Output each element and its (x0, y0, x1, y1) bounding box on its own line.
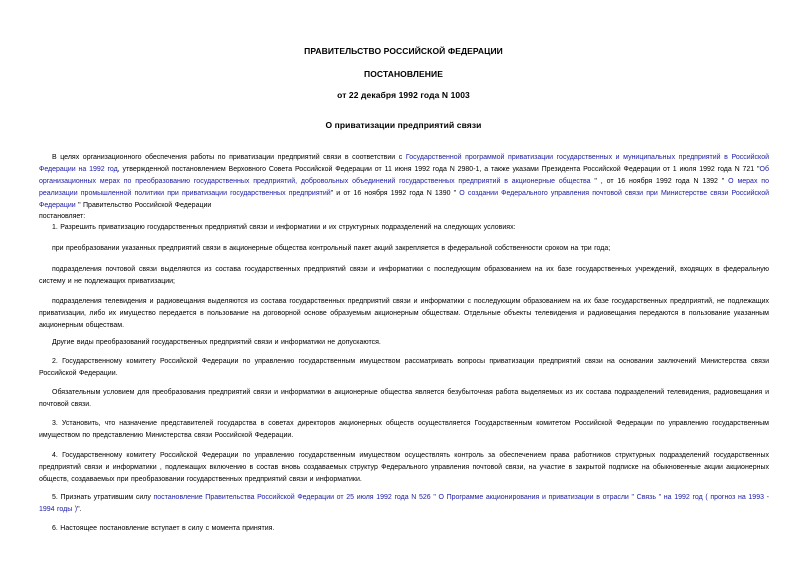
preamble-text-4: " и от 16 ноября 1992 года N 1390 " (330, 190, 460, 197)
item-6-paragraph: 6. Настоящее постановление вступает в силу с момента принятия. (52, 525, 275, 532)
government-heading: ПРАВИТЕЛЬСТВО РОССИЙСКОЙ ФЕДЕРАЦИИ (304, 46, 503, 56)
item-1-restriction: Другие виды преобразований государственных предприятий связи и информатики не допускаются. (52, 339, 381, 346)
item-2-condition: Обязательным условием для преобразования предприятий связи и информатики в акционерные общества является безубыточная работа выделяемых из их состава подразделений телевидения, радиовещания и почтовой связи. (39, 389, 769, 408)
item-5-paragraph (39, 492, 769, 516)
item-3-paragraph: 3. Установить, что назначение представителей государства в советах директоров акционерных обществ осуществляется Государственным комитетом Российской Федерации по управлению государственным имуществом по представлению Министерства связи Российской Федерации. (39, 420, 769, 439)
date-number-heading: от 22 декабря 1992 года N 1003 (337, 90, 470, 100)
preamble-text-3: " , от 16 ноября 1992 года N 1392 " (590, 178, 729, 185)
item-4-paragraph: 4. Государственному комитету Российской Федерации по управлению государственным имуществом осуществлять контроль за обеспечением права работников структурных подразделений государственных предприятий связи и информатики , подлежащих включению в состав вновь создаваемых структур Федерального управления почтовой связи, на участие в закрытой подписке на обыкновенные акции акционерных обществ, создаваемых при преобразовании государственных предприятий связи и информатики. (39, 452, 769, 483)
decree-526-link[interactable]: постановление Правительства Российской Федерации от 25 июля 1992 года N 526 " О Программе акционирования и приватизации в отрасли " Связь " на 1992 год ( прогноз на 1993 - 1994 годы ) (39, 494, 769, 513)
item-1-paragraph: 1. Разрешить приватизацию государственных предприятий связи и информатики и их структурных подразделений на следующих условиях: (52, 224, 516, 231)
decree-721-link[interactable]: Об организационных мерах по преобразованию государственных предприятий, добровольных объединений государственных предприятий в акционерные общества (39, 166, 769, 185)
decree-1392-link[interactable]: О мерах по реализации промышленной политики при приватизации государственных предприятий (39, 178, 769, 197)
document-title: О приватизации предприятий связи (325, 120, 482, 130)
preamble-text-1: В целях организационного обеспечения работы по приватизации предприятий связи в соответствии с (52, 154, 406, 161)
preamble-paragraph (39, 152, 769, 212)
item-1-condition-a: при преобразовании указанных предприятий связи в акционерные общества контрольный пакет акций закрепляется в федеральной собственности сроком на три года; (52, 245, 611, 252)
privatization-program-link[interactable]: Государственной программой приватизации государственных и муниципальных предприятий в Российской Федерации на 1992 год (39, 154, 769, 173)
item-5-text: 5. Признать утратившим силу (52, 494, 154, 501)
item-1-condition-c: подразделения телевидения и радиовещания выделяются из состава государственных предприятий связи и информатики с последующим образованием на их базе государственных предприятий, не подлежащих приватизации, либо их имущество передается в пользование на договорной основе образуемым акционерным обществам. Отдельные объекты телевидения и радиовещания передаются в пользование указанным акционерным обществам. (39, 298, 769, 329)
postanovlyaet-text: постановляет: (39, 213, 86, 220)
item-5-text-end: ". (77, 506, 82, 513)
preamble-text-5: " Правительство Российской Федерации (75, 202, 212, 209)
item-1-condition-b: подразделения почтовой связи выделяются из состава государственных предприятий связи и информатики с последующим образованием на их базе государственных учреждений, входящих в федеральную систему и не подлежащих приватизации; (39, 266, 769, 285)
document-type-heading: ПОСТАНОВЛЕНИЕ (364, 69, 443, 79)
item-2-paragraph: 2. Государственному комитету Российской Федерации по управлению государственным имуществом рассматривать вопросы приватизации предприятий связи на основании заключений Министерства связи Российской Федерации. (39, 358, 769, 377)
preamble-text-2: , утвержденной постановлением Верховного Совета Российской Федерации от 11 июня 1992 года N 2980-1, а также указами Президента Российской Федерации от 1 июля 1992 года N 721 " (117, 166, 760, 173)
decree-1390-link[interactable]: О создании Федерального управления почтовой связи при Министерстве связи Российской Федерации (39, 190, 769, 209)
